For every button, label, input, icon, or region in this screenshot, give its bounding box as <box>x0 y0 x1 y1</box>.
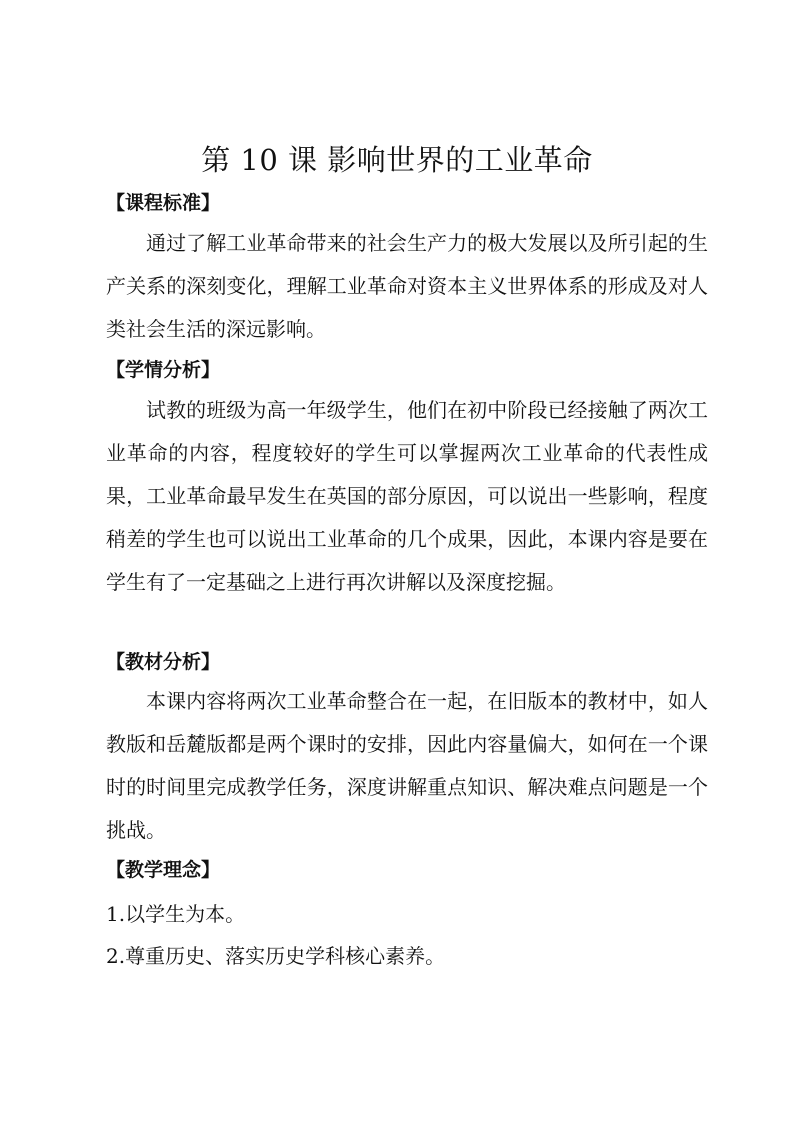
paragraph-textbook-analysis: 本课内容将两次工业革命整合在一起，在旧版本的教材中，如人教版和岳麓版都是两个课时的安排，因此内容量偏大，如何在一个课时的时间里完成教学任务，深度讲解重点知识、解决难点问题是一个挑战。 <box>106 689 708 842</box>
paragraph-curriculum-standard: 通过了解工业革命带来的社会生产力的极大发展以及所引起的生产关系的深刻变化，理解工业革命对资本主义世界体系的形成及对人类社会生活的深远影响。 <box>106 231 708 341</box>
heading-textbook-analysis: 【教材分析】 <box>106 651 221 673</box>
heading-learner-analysis: 【学情分析】 <box>106 359 221 381</box>
heading-teaching-philosophy: 【教学理念】 <box>106 859 221 881</box>
page-title: 第 10 课 影响世界的工业革命 <box>201 143 593 177</box>
paragraph-learner-analysis: 试教的班级为高一年级学生，他们在初中阶段已经接触了两次工业革命的内容，程度较好的学生可以掌握两次工业革命的代表性成果，工业革命最早发生在英国的部分原因，可以说出一些影响，程度稍差的学生也可以说出工业革命的几个成果，因此，本课内容是要在学生有了一定基础之上进行再次讲解以及深度挖掘。 <box>106 398 708 594</box>
list-item: 1.以学生为本。 <box>106 902 246 926</box>
list-item: 2.尊重历史、落实历史学科核心素养。 <box>106 944 446 968</box>
heading-curriculum-standard: 【课程标准】 <box>106 192 221 214</box>
